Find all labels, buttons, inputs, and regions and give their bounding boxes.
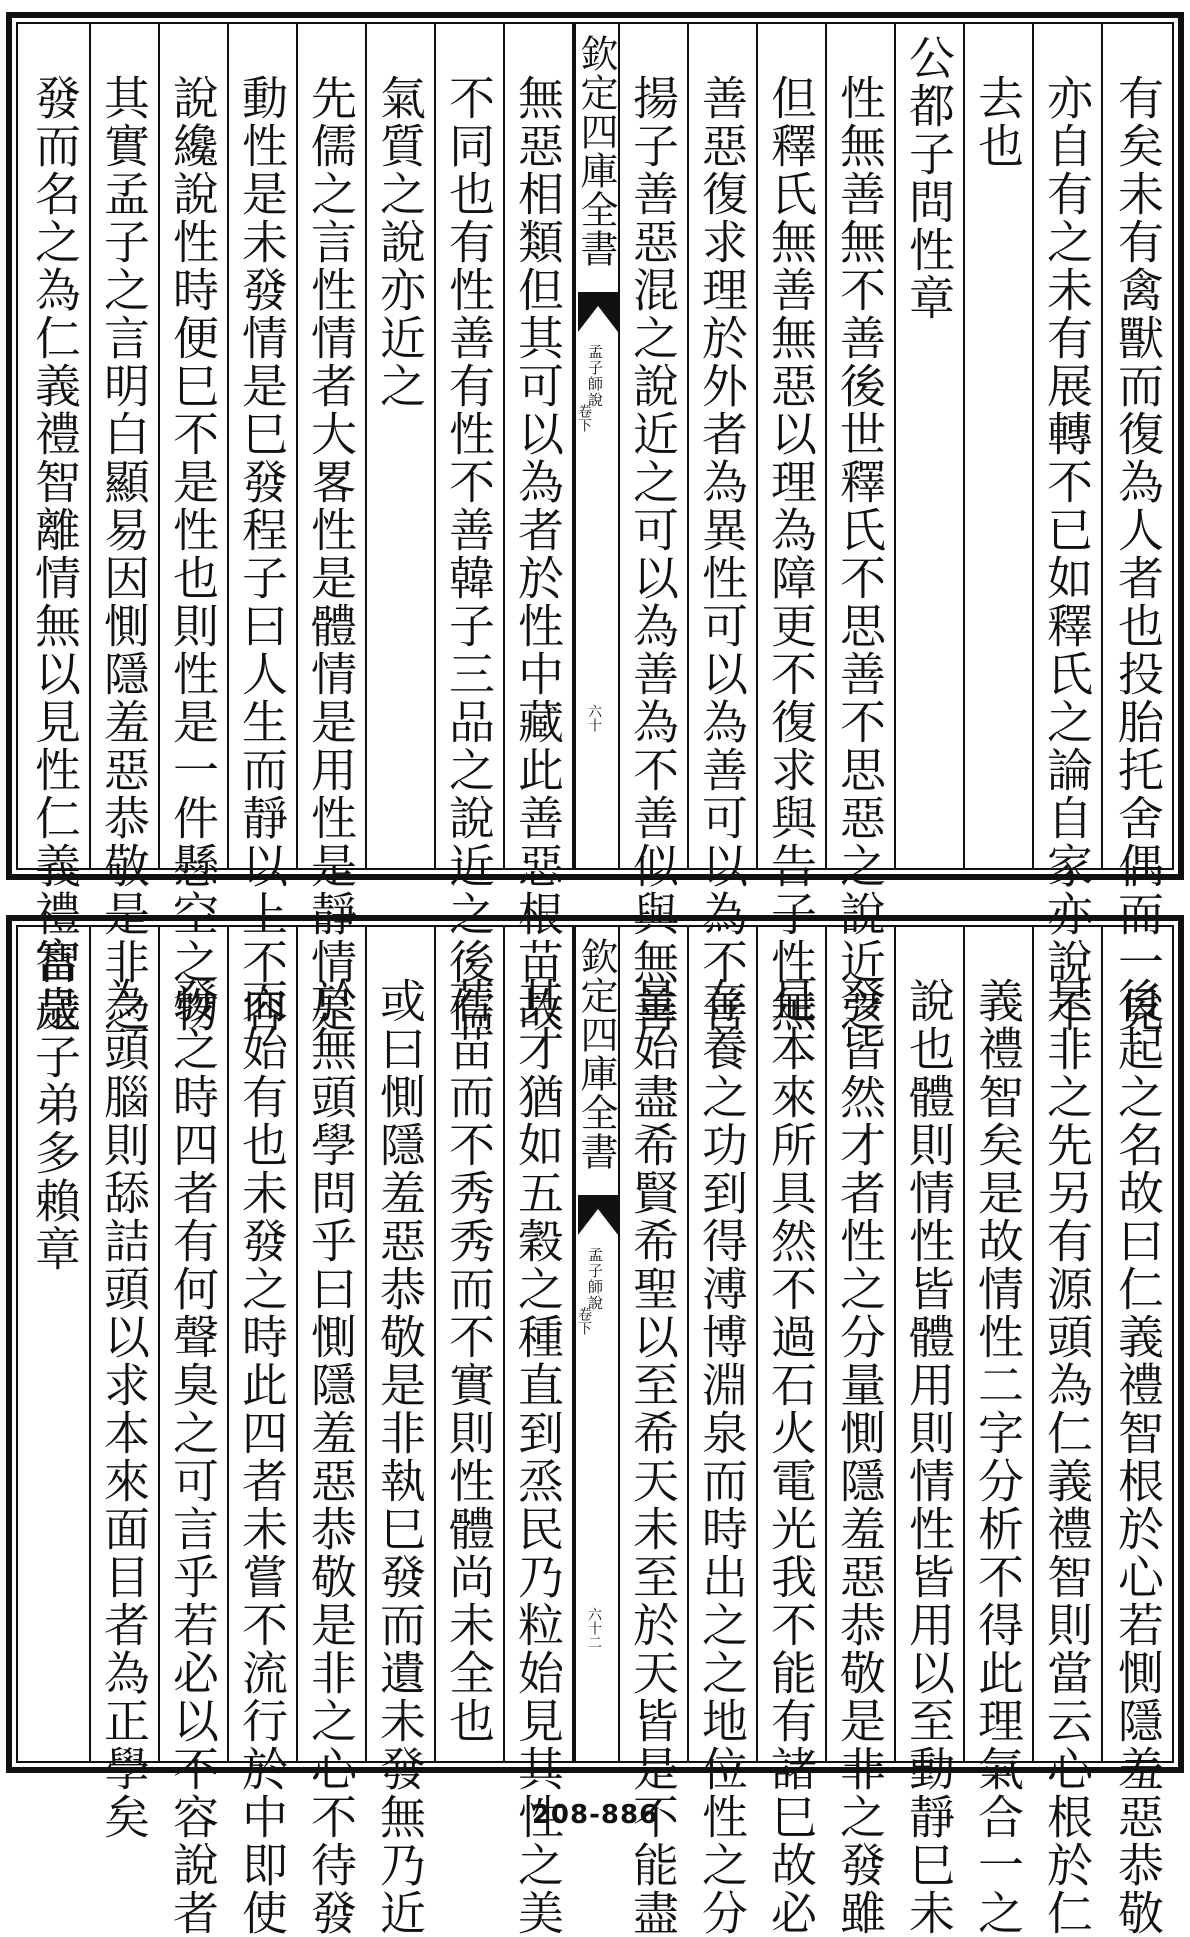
column-text: 揚子善惡混之說近之可以為善為不善似與無善 <box>626 74 680 1034</box>
column-text: 於無頭學問乎曰惻隱羞惡恭敬是非之心不待發 <box>304 977 358 1937</box>
text-column <box>1034 927 1103 1937</box>
text-column <box>689 24 758 1034</box>
column-text: 說纔說性時便巳不是性也則性是一件懸空之物 <box>166 74 220 1034</box>
chapter-heading: 富歲子弟多賴章 <box>28 937 82 1273</box>
column-text: 而始有也未發之時此四者未嘗不流行於中即使 <box>235 977 289 1937</box>
column-text: 但釋氏無善無惡以理為障更不復求與告子性無 <box>764 74 818 1034</box>
text-column <box>965 24 1034 868</box>
text-column <box>896 24 965 868</box>
book-title: 孟子師說 <box>586 1247 604 1311</box>
column-text: 為頭腦則舔詰頭以求本來面目者為正學矣 <box>97 977 151 1841</box>
text-column <box>827 24 896 1034</box>
column-text: 其才猶如五穀之種直到烝民乃粒始見其性之美 <box>511 977 565 1937</box>
text-column <box>91 24 160 1034</box>
column-text: 若苗而不秀秀而不實則性體尚未全也 <box>442 977 496 1745</box>
column-text: 性無善無不善後世釋氏不思善不思惡之說近之 <box>833 74 887 1034</box>
column-text: 亦自有之未有展轉不已如釋氏之論自家亦說不 <box>1040 74 1094 1034</box>
text-column <box>1034 24 1103 1034</box>
book-title: 孟子師說 <box>586 344 604 408</box>
text-column <box>620 927 689 1937</box>
column-text: 先儒之言性情者大畧性是體情是用性是靜情是 <box>304 74 358 1034</box>
text-column <box>827 927 896 1937</box>
text-column <box>1103 927 1172 1937</box>
text-column <box>758 24 827 1034</box>
collection-title: 欽定四庫全書 <box>574 937 618 1171</box>
text-column <box>505 24 574 1034</box>
page-number: 208-886 <box>531 1800 659 1830</box>
text-column <box>298 927 367 1937</box>
column-text: 發之時四者有何聲臭之可言乎若必以不容說者 <box>166 977 220 1937</box>
text-column <box>229 927 298 1937</box>
column-text: 動性是未發情是巳發程子曰人生而靜以上不容 <box>235 74 289 1034</box>
volume-label: 卷下 <box>576 404 592 432</box>
column-text: 不同也有性善有性不善韓子三品之說近之後儒 <box>442 74 496 1034</box>
text-column <box>229 24 298 1034</box>
text-column <box>18 24 91 1034</box>
text-column <box>896 927 965 1937</box>
column-text: 有矣未有禽獸而復為人者也投胎托舍偶而一見 <box>1111 74 1165 1034</box>
collection-title: 欽定四庫全書 <box>574 34 618 268</box>
center-fold-strip <box>574 24 620 868</box>
text-column <box>436 24 505 1034</box>
column-text: 發皆然才者性之分量惻隱羞惡恭敬是非之發雖 <box>833 977 887 1937</box>
text-column <box>367 24 436 868</box>
text-column <box>620 24 689 1034</box>
column-text: 量始盡希賢希聖以至希天未至於天皆是不能盡 <box>626 977 680 1937</box>
chapter-heading: 公都子問性章 <box>902 34 956 322</box>
column-text: 或曰惻隱羞惡恭敬是非執巳發而遺未發無乃近 <box>373 977 427 1937</box>
top-page-frame <box>16 22 1174 1034</box>
text-column <box>1103 24 1172 1034</box>
fish-tail-ornament-icon <box>578 1195 618 1235</box>
text-column <box>758 927 827 1937</box>
column-text: 去也 <box>971 74 1025 170</box>
column-text: 其實孟子之言明白顯易因惻隱羞惡恭敬是非之 <box>97 74 151 1034</box>
column-text: 是本來所具然不過石火電光我不能有諸巳故必 <box>764 977 818 1937</box>
column-text: 存養之功到得溥博淵泉而時出之之地位性之分 <box>695 977 749 1937</box>
column-text: 發而名之為仁義禮智離情無以見性仁義禮智是 <box>28 74 82 1034</box>
center-fold-strip <box>574 927 620 1761</box>
column-text: 善惡復求理於外者為異性可以為善可以為不善 <box>695 74 749 1034</box>
text-column <box>367 927 436 1937</box>
text-column <box>505 927 574 1937</box>
text-column <box>298 24 367 1034</box>
text-column <box>91 927 160 1841</box>
column-text: 後起之名故曰仁義禮智根於心若惻隱羞惡恭敬 <box>1111 977 1165 1937</box>
leaf-number: 六十二 <box>586 1607 602 1649</box>
text-column <box>965 927 1034 1937</box>
text-column <box>18 927 91 1761</box>
leaf-number: 六十 <box>586 704 602 732</box>
fish-tail-ornament-icon <box>578 292 618 332</box>
column-text: 義禮智矣是故情性二字分析不得此理氣合一之 <box>971 977 1025 1937</box>
text-column <box>160 927 229 1937</box>
text-column <box>689 927 758 1937</box>
volume-label: 卷下 <box>576 1307 592 1335</box>
text-column <box>436 927 505 1761</box>
text-column <box>160 24 229 1034</box>
top-page-panel <box>6 12 1184 1034</box>
column-text: 說也體則情性皆體用則情性皆用以至動靜巳未 <box>902 977 956 1937</box>
column-text: 是非之先另有源頭為仁義禮智則當云心根於仁 <box>1040 977 1094 1937</box>
column-text: 無惡相類但其可以為者於性中藏此善惡根苗故 <box>511 74 565 1034</box>
column-text: 氣質之說亦近之 <box>373 74 427 410</box>
